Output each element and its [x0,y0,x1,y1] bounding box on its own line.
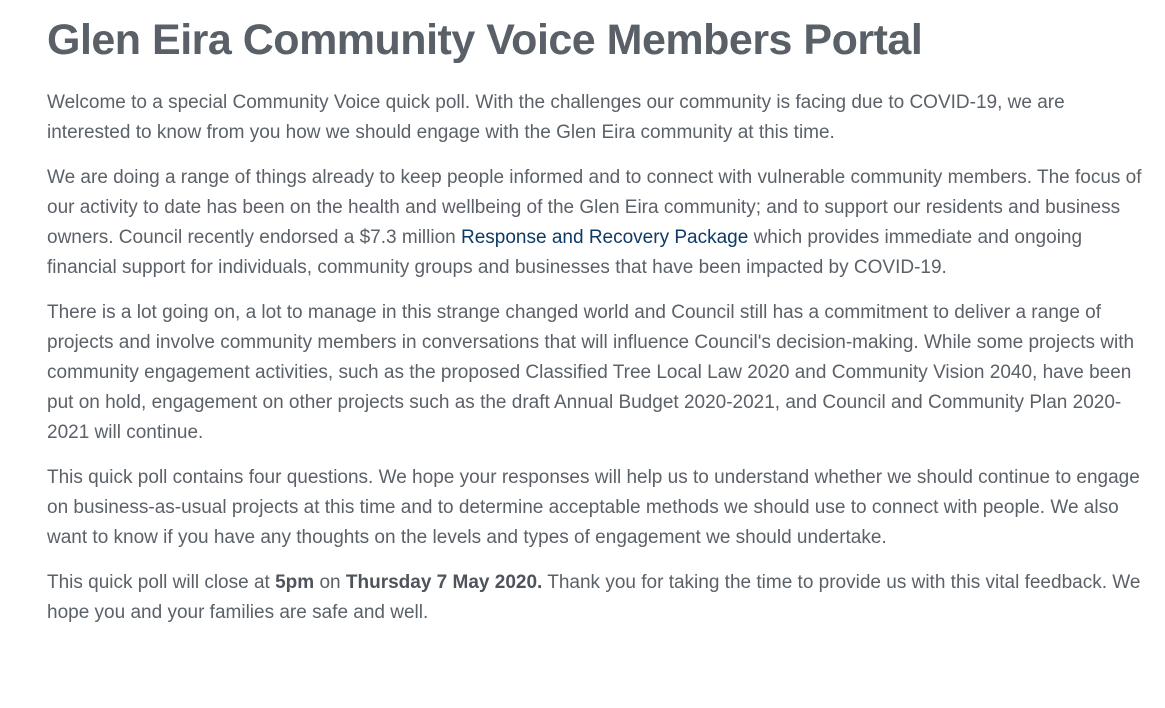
close-text-c: Thank you for taking the time to provide us with this vital feedback. We hope you and your families are safe and well. [47,572,1141,623]
response-recovery-package-link[interactable]: Response and Recovery Package [461,227,749,248]
activities-paragraph [47,163,1145,283]
close-time: 5pm [275,572,315,593]
close-text-a: This quick poll will close at [47,572,276,593]
projects-paragraph: There is a lot going on, a lot to manage in this strange changed world and Council still has a commitment to deliver a range of projects and involve community members in conversations that will influence Council's decision-making. While some projects with community engagement activities, such as the proposed Classified Tree Local Law 2020 and Community Vision 2040, have been put on hold, engagement on other projects such as the draft Annual Budget 2020-2021, and Council and Community Plan 2020-2021 will continue. [47,302,1135,443]
activities-text-before: We are doing a range of things already to keep people informed and to connect with vulnerable community members. The focus of our activity to date has been on the health and wellbeing of the Glen Eira community; and to support our residents and business owners. Council recently endorsed a $7.3 million [47,167,1142,248]
page-title: Glen Eira Community Voice Members Portal [47,16,923,64]
close-text-b: on [314,572,346,593]
poll-close-paragraph [47,568,1145,628]
activities-text-after: which provides immediate and ongoing financial support for individuals, community groups and businesses that have been impacted by COVID-19. [47,227,1083,278]
intro-paragraph: Welcome to a special Community Voice quick poll. With the challenges our community is facing due to COVID-19, we are interested to know from you how we should engage with the Glen Eira community at this time. [47,92,1065,143]
close-date: Thursday 7 May 2020. [345,572,543,593]
poll-description-paragraph: This quick poll contains four questions. We hope your responses will help us to understand whether we should continue to engage on business-as-usual projects at this time and to determine acceptable methods we should use to connect with people. We also want to know if you have any thoughts on the levels and types of engagement we should undertake. [47,467,1140,548]
